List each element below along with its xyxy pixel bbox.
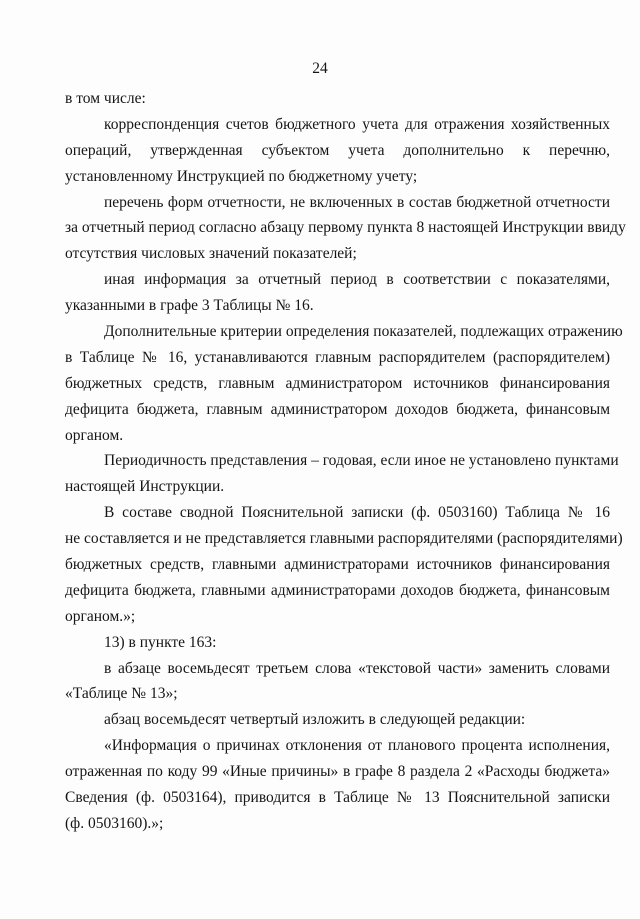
text-line: Сведения (ф. 0503164), приводится в Таблице № 13 Пояснительной записки	[65, 789, 610, 807]
text-line: перечень форм отчетности, не включенных в состав бюджетной отчетности	[104, 193, 610, 211]
text-line: в Таблице № 16, устанавливаются главным распорядителем (распорядителем)	[65, 348, 610, 366]
paragraph	[65, 267, 610, 319]
text-line: 13) в пункте 163:	[104, 633, 217, 651]
paragraph	[65, 707, 610, 733]
text-line: (ф. 0503160).»;	[65, 814, 164, 832]
text-line: «Информация о причинах отклонения от планового процента исполнения,	[104, 737, 610, 755]
text-line: иная информация за отчетный период в соответствии с показателями,	[104, 271, 610, 289]
text-line: органом.	[65, 426, 124, 444]
text-line: В составе сводной Пояснительной записки (ф. 0503160) Таблица № 16	[104, 504, 610, 522]
text-line: Дополнительные критерии определения показателей, подлежащих отражению	[104, 323, 623, 341]
text-line: указанными в графе 3 Таблицы № 16.	[65, 297, 314, 315]
text-line: бюджетных средств, главными администраторами источников финансирования	[65, 556, 610, 574]
paragraph	[65, 319, 623, 448]
text-line: в абзаце восемьдесят третьем слова «текстовой части» заменить словами	[104, 659, 610, 677]
text-line: бюджетных средств, главным администратором источников финансирования	[65, 374, 610, 392]
text-line: абзац восемьдесят четвертый изложить в следующей редакции:	[104, 711, 526, 729]
paragraph	[65, 190, 626, 268]
paragraph	[65, 448, 619, 500]
text-line: в том числе:	[65, 90, 146, 107]
text-line: Периодичность представления – годовая, если иное не установлено пунктами	[104, 452, 619, 470]
text-line: органом.»;	[65, 607, 136, 625]
page-number: 24	[312, 60, 328, 77]
text-line: корреспонденция счетов бюджетного учета для отражения хозяйственных	[104, 115, 610, 133]
text-line: установленному Инструкцией по бюджетному учету;	[65, 167, 418, 185]
text-line: операций, утвержденная субъектом учета дополнительно к перечню,	[65, 141, 610, 159]
paragraph	[65, 733, 610, 837]
paragraph	[65, 112, 610, 190]
text-line: не составляется и не представляется главными распорядителями (распорядителями)	[65, 530, 623, 548]
text-line: отраженная по коду 99 «Иные причины» в графе 8 раздела 2 «Расходы бюджета»	[65, 763, 610, 781]
document-body	[65, 86, 626, 837]
paragraph	[65, 86, 610, 112]
text-line: дефицита бюджета, главным администратором доходов бюджета, финансовым	[65, 400, 610, 418]
text-line: настоящей Инструкции.	[65, 478, 225, 496]
text-line: за отчетный период согласно абзацу первому пункта 8 настоящей Инструкции ввиду	[65, 219, 626, 237]
text-line: дефицита бюджета, главными администраторами доходов бюджета, финансовым	[65, 581, 610, 599]
text-line: отсутствия числовых значений показателей;	[65, 245, 357, 263]
paragraph	[65, 630, 610, 656]
paragraph	[65, 500, 623, 629]
text-line: «Таблице № 13»;	[65, 685, 178, 703]
paragraph	[65, 656, 610, 708]
